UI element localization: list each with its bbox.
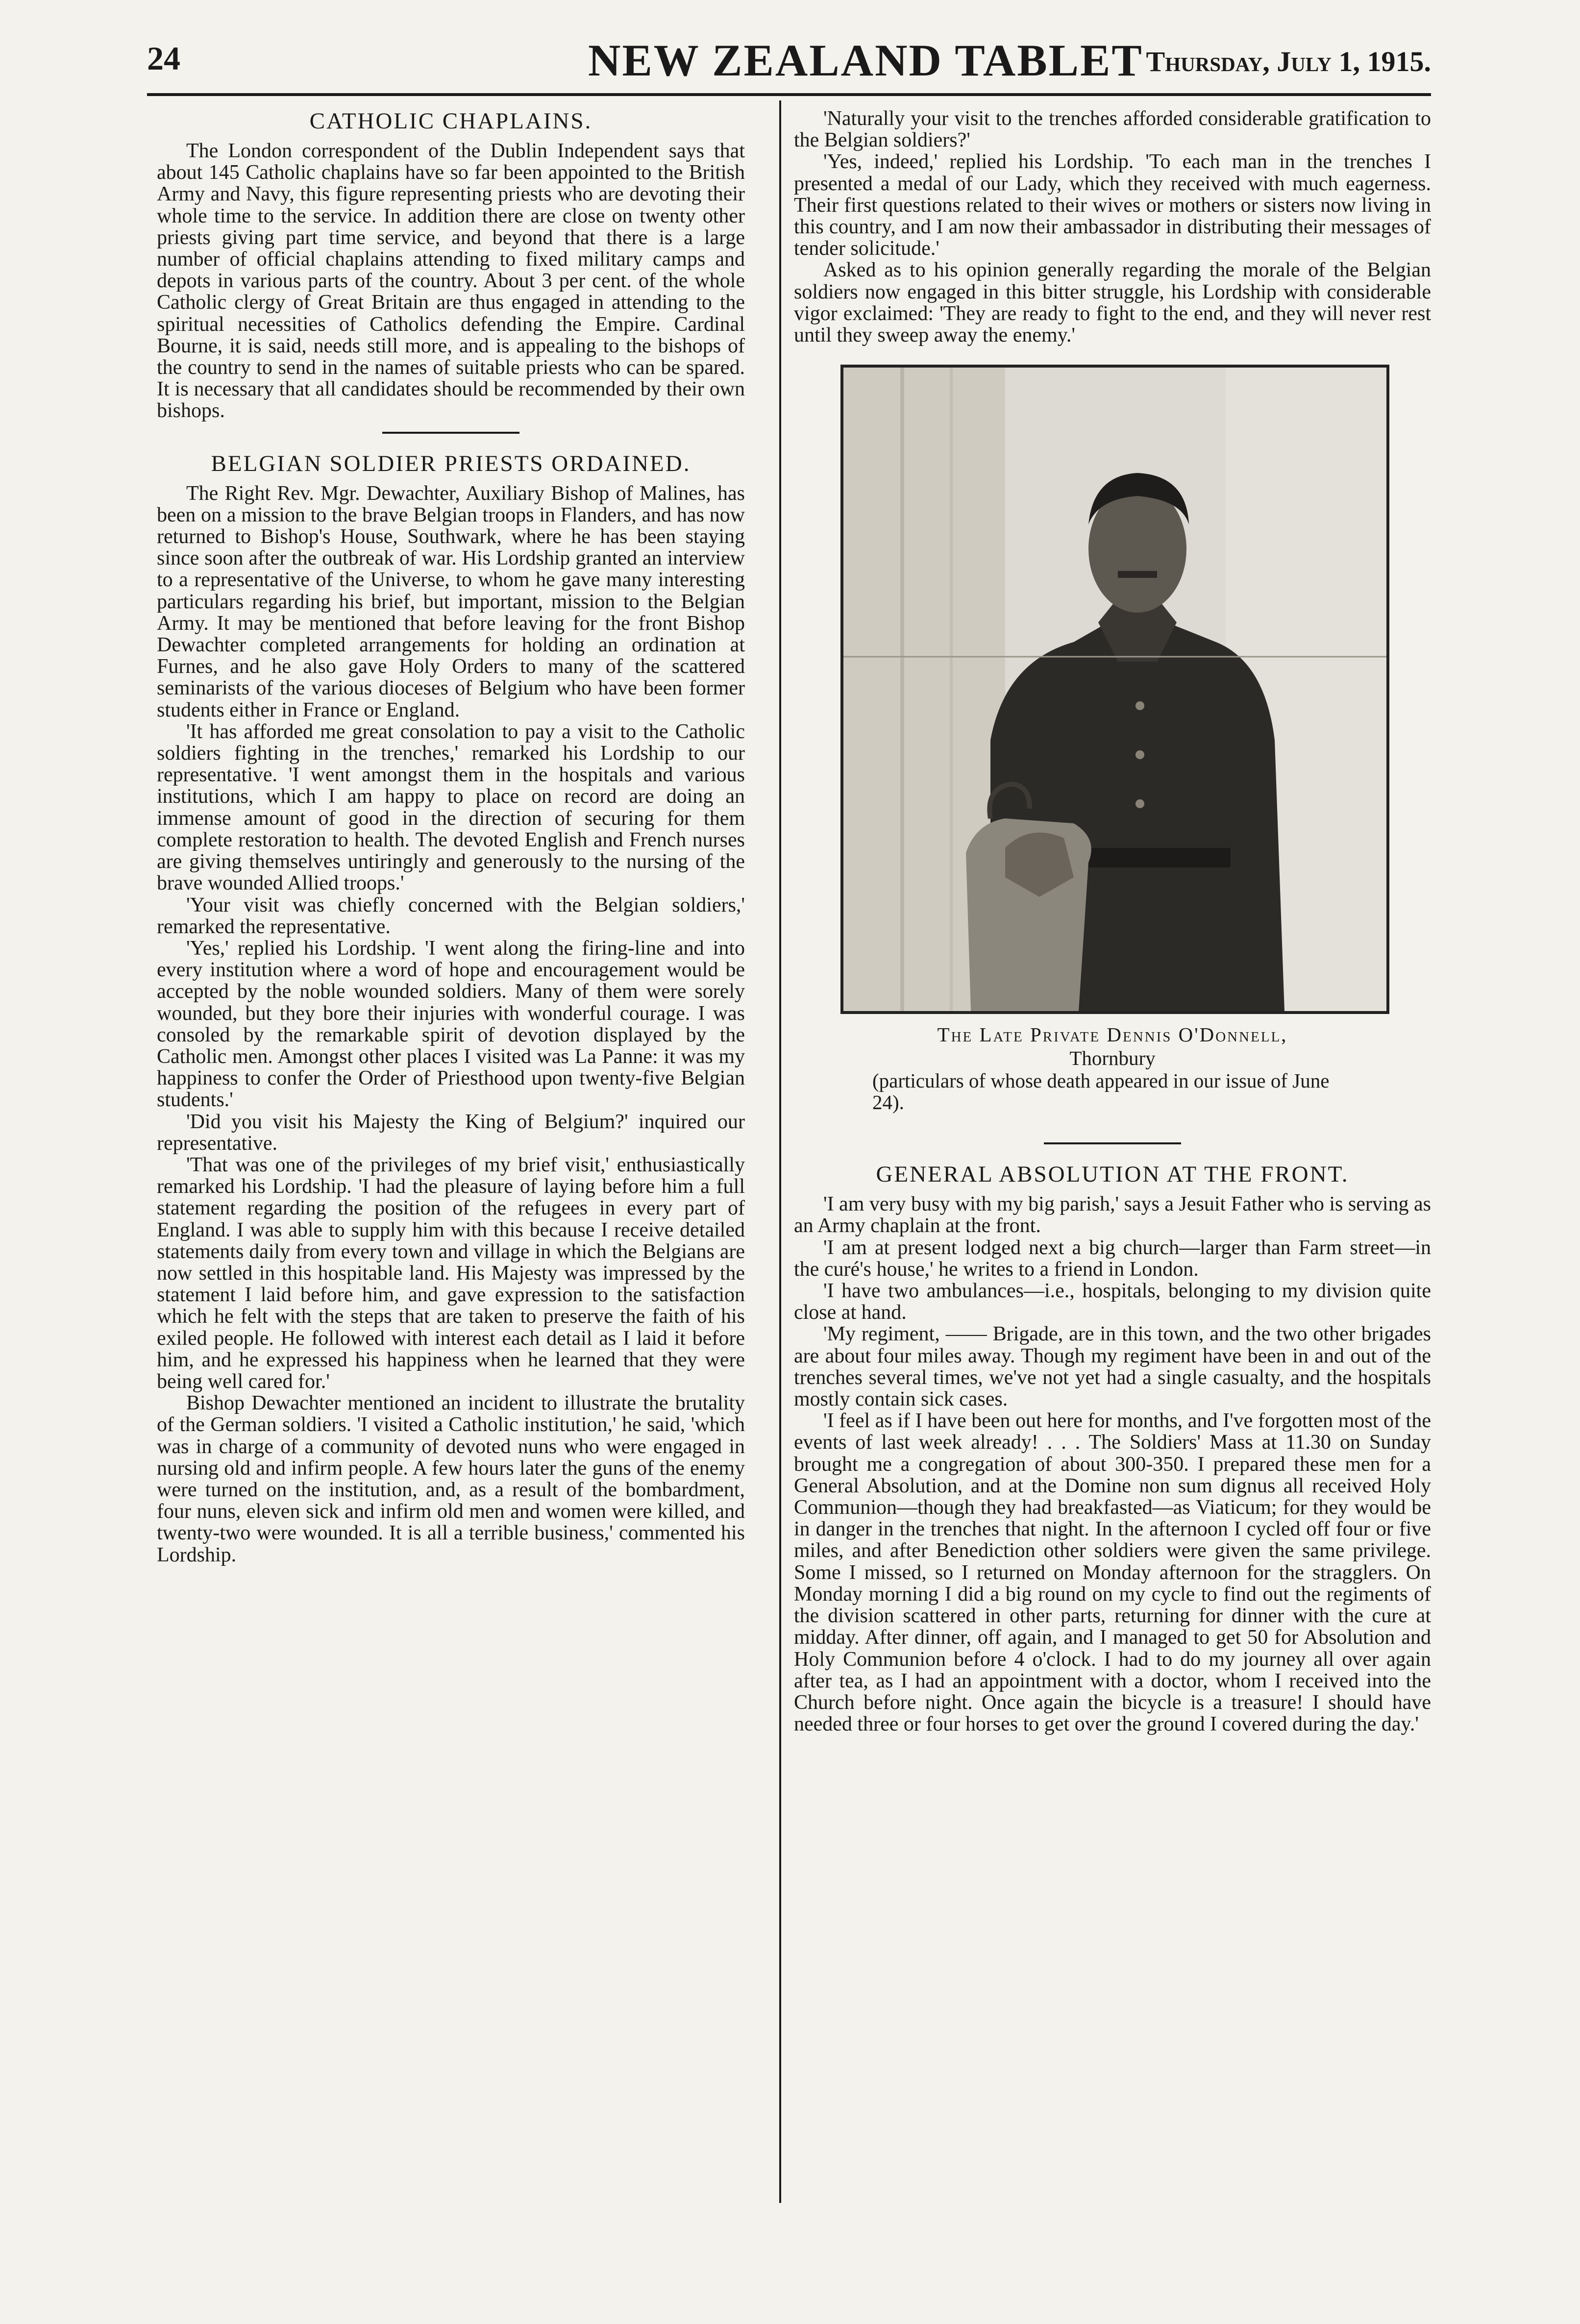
article-paragraph: 'Yes, indeed,' replied his Lordship. 'To each man in the trenches I presented a medal of our Lady, which they received with much eagerness. Their first questions related to their wives or mothers or sisters now living in this country, and I am now their ambassador in distributing their messages of tender solicitude.' <box>794 150 1431 260</box>
soldier-portrait-image <box>843 368 1386 1011</box>
article-paragraph: 'My regiment, —— Brigade, are in this town, and the two other brigades are about four miles away. Though my regiment have been in and out of the trenches several times, we've not yet had a single casualty, and the hospitals mostly contain sick cases. <box>794 1323 1431 1411</box>
left-column <box>157 108 745 1566</box>
section-divider <box>1044 1142 1181 1144</box>
photo-caption-place: Thornbury <box>1069 1047 1156 1070</box>
article-paragraph: 'Yes,' replied his Lordship. 'I went along the firing-line and into every institution where a word of hope and encouragement would be accepted by the noble wounded soldiers. Many of them were sorely wounded, but they bore their injuries with wonderful courage. I was consoled by the remarkable spirit of devotion displayed by the Catholic men. Amongst other places I visited was La Panne: it was my happiness to confer the Order of Priesthood upon twenty-five Belgian students.' <box>157 937 745 1112</box>
article-heading: BELGIAN SOLDIER PRIESTS ORDAINED. <box>211 450 691 476</box>
article-paragraph: 'Did you visit his Majesty the King of Belgium?' inquired our representative. <box>157 1110 745 1155</box>
right-column <box>794 108 1431 1735</box>
photo-caption-name: The Late Private Dennis O'Donnell, <box>937 1023 1288 1046</box>
column-divider <box>779 100 781 2203</box>
article-catholic-chaplains <box>157 108 745 422</box>
issue-date: Thursday, July 1, 1915. <box>1146 46 1431 77</box>
article-paragraph: 'I have two ambulances—i.e., hospitals, belonging to my division quite close at hand. <box>794 1280 1431 1324</box>
masthead <box>147 34 1431 96</box>
section-divider <box>382 432 519 434</box>
photo-caption-note: (particulars of whose death appeared in our issue of June 24). <box>872 1069 1330 1114</box>
article-paragraph: The Right Rev. Mgr. Dewachter, Auxiliary Bishop of Malines, has been on a mission to the brave Belgian troops in Flanders, and has now returned to Bishop's House, Southwark, where he has been staying since soon after the outbreak of war. His Lordship granted an interview to a representative of the Universe, to whom he gave many interesting particulars regarding his brief, but important, mission to the Belgian Army. It may be mentioned that before leaving for the front Bishop Dewachter completed arrangements for holding an ordination at Furnes, and he also gave Holy Orders to many of the scattered seminarists of the various dioceses of Belgium who have been former students either in France or England. <box>157 482 745 721</box>
article-paragraph: 'I feel as if I have been out here for months, and I've forgotten most of the events of last week already! . . . The Soldiers' Mass at 11.30 on Sunday brought me a congregation of about 300-350. I prepared these men for a General Absolution, and at the Domine non sum dignus all received Holy Communion—though they had breakfasted—as Viaticum; for they would be in danger in the trenches that night. In the afternoon I cycled off four or five miles, and after Benediction other soldiers were given the same privilege. Some I missed, so I returned on Monday afternoon for the stragglers. On Monday morning I did a big round on my cycle to find out the regiments of the division scattered in other parts, returning for dinner with the cure at midday. After dinner, off again, and I managed to get 50 for Absolution and Holy Communion before 4 o'clock. I had to do my journey all over again after tea, as I had an appointment with a doctor, whom I received into the Church before night. Once again the bicycle is a treasure! I should have needed three or four horses to get over the ground I covered during the day.' <box>794 1409 1431 1736</box>
article-paragraph: 'That was one of the privileges of my brief visit,' enthusiastically remarked his Lordship. 'I had the pleasure of laying before him a full statement regarding the position of the refugees in every part of England. I was able to supply him with this because I receive detailed statements daily from every town and village in which the Belgians are now settled in this hospitable land. His Majesty was impressed by the statement I laid before him, and gave expression to the satisfaction which he felt with the steps that are taken to preserve the faith of his exiled people. He followed with interest each detail as I laid it before him, and he expressed his happiness when he learned that they were being well cared for.' <box>157 1153 745 1393</box>
article-heading: GENERAL ABSOLUTION AT THE FRONT. <box>876 1162 1349 1187</box>
publication-title: NEW ZEALAND TABLET <box>588 35 1143 85</box>
article-paragraph: Asked as to his opinion generally regarding the morale of the Belgian soldiers now engaged in this bitter struggle, his Lordship with considerable vigor exclaimed: 'They are ready to fight to the end, and they will never rest until they sweep away the enemy.' <box>794 259 1431 347</box>
article-general-absolution <box>794 1161 1431 1735</box>
article-paragraph: 'I am at present lodged next a big church—larger than Farm street—in the curé's house,' he writes to a friend in London. <box>794 1236 1431 1281</box>
portrait-figure <box>794 365 1431 1113</box>
article-paragraph: 'It has afforded me great consolation to pay a visit to the Catholic soldiers fighting in the trenches,' remarked his Lordship to our representative. 'I went amongst them in the hospitals and various institutions, which I am happy to place on record are doing an immense amount of good in the direction of securing for them complete restoration to health. The devoted English and French nurses are giving themselves untiringly and generously to the nursing of the brave wounded Allied troops.' <box>157 720 745 895</box>
article-continuation <box>794 108 1431 346</box>
article-heading: CATHOLIC CHAPLAINS. <box>309 108 592 134</box>
article-paragraph: Bishop Dewachter mentioned an incident to illustrate the brutality of the German soldiers. 'I visited a Catholic institution,' he said, 'which was in charge of a community of devoted nuns who were engaged in nursing old and infirm people. A few hours later the guns of the enemy were turned on the institution, and, as a result of the bombardment, four nuns, eleven sick and infirm old men and women were killed, and twenty-two were wounded. It is all a terrible business,' commented his Lordship. <box>157 1392 745 1566</box>
article-paragraph: The London correspondent of the Dublin Independent says that about 145 Catholic chaplains have so far been appointed to the British Army and Navy, this figure representing priests who are devoting their whole time to the service. In addition there are close on twenty other priests giving part time service, and beyond that there is a large number of official chaplains attending to fixed military camps and depots in various parts of the country. About 3 per cent. of the whole Catholic clergy of Great Britain are thus engaged in attending to the spiritual necessities of Catholics defending the Empire. Cardinal Bourne, it is said, needs still more, and is appealing to the bishops of the country to send in the names of suitable priests who can be spared. It is necessary that all candidates should be recommended by their own bishops. <box>157 140 745 422</box>
article-paragraph: 'Naturally your visit to the trenches afforded considerable gratification to the Belgian soldiers?' <box>794 107 1431 152</box>
article-paragraph: 'Your visit was chiefly concerned with the Belgian soldiers,' remarked the representative. <box>157 893 745 938</box>
page-number: 24 <box>147 40 180 77</box>
portrait-photo <box>840 365 1389 1014</box>
article-paragraph: 'I am very busy with my big parish,' says a Jesuit Father who is serving as an Army chaplain at the front. <box>794 1193 1431 1237</box>
article-belgian-soldier-priests <box>157 450 745 1566</box>
